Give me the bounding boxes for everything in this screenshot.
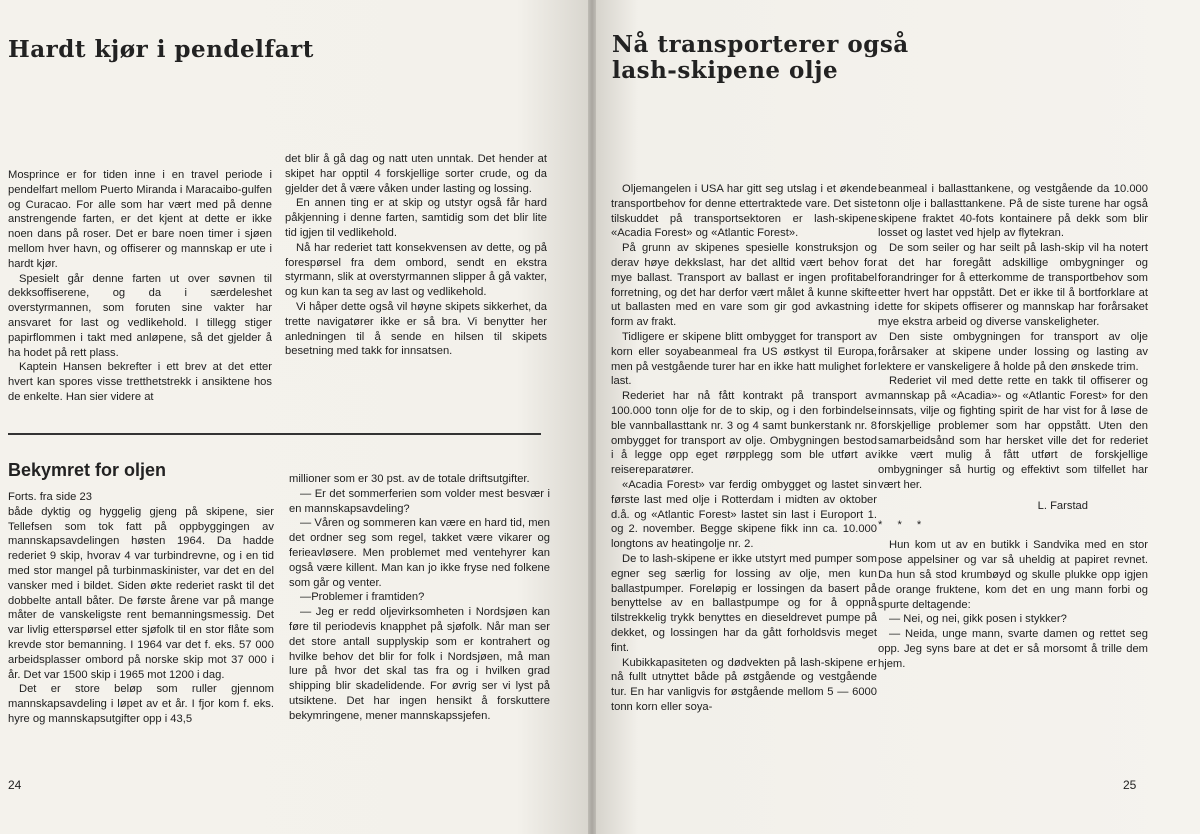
paragraph: — Er det sommerferien som volder mest besvær i en mannskapsavdeling? bbox=[289, 487, 550, 515]
paragraph: beanmeal i ballasttankene, og vestgående da 10.000 tonn olje i ballasttankene. På de siste turene har også skipene fraktet 40-fots kontainere på dekk som blir losset og lastet ved hjelp av flytekran. bbox=[878, 183, 1148, 240]
paragraph: —Problemer i framtiden? bbox=[300, 591, 425, 604]
paragraph: både dyktig og hyggelig gjeng på skipene, sier Tellefsen som tok fatt på oppbyggingen av mannskapsavdelingen høsten 1964. Da hadde rederiet 9 skip, hvorav 4 var turbindrevne, og i en tid med stor mangel på turbinmaskinister, var det en del vansker med i bildet. Siden økte rederiet raskt til det dobbelte antall båter. De første årene var på mange måter de vanskeligste rent bemanningsmessig. Det var livlig etterspørsel etter sjøfolk til en stor flåte som krevde stor bemanning. I 1964 var det f. eks. 57 000 arbeidsplasser ombord på norske skip mot 37 000 i år. Det var 1500 skip i 1965 mot 1200 i dag. bbox=[8, 505, 274, 681]
paragraph: Rederiet vil med dette rette en takk til offiserer og mannskap på «Acadia»- og «Atlantic Forest» for den innsats, vilje og fighting spirit de har vist for å løse de forskjellige problemer som har oppstått. Uten den samarbeidsånd som har hersket ville det for rederiet ikke vært mulig å fått utført de forskjellige ombygninger så hurtig og effektivt som tilfellet har vært her. bbox=[878, 375, 1148, 491]
article-column-1 bbox=[611, 182, 877, 796]
right-page bbox=[596, 0, 1200, 834]
paragraph: Mosprince er for tiden inne i en travel periode i pendelfart mellom Puerto Miranda i Maracaibo-gulfen og Curacao. For alle som har vært med på denne anstrengende farten, er det kjent at dette er ikke noen dans på roser. Det er bare noen timer i sjøen mellom hver havn, og offiserer og mannskap er ute i hardt kjør. bbox=[8, 169, 272, 270]
article-headline: Hardt kjør i pendelfart bbox=[8, 36, 314, 63]
paragraph: Nå har rederiet tatt konsekvensen av dette, og på forespørsel fra dem ombord, sendt en ekstra styrmann, slik at overstyrmannen slipper å gå vakter, og kun kan ta seg av last og vedlikehold. bbox=[285, 241, 547, 299]
paragraph: — Neida, unge mann, svarte damen og rettet seg opp. Jeg syns bare at det er så morsomt å trille dem hjem. bbox=[878, 628, 1148, 670]
paragraph: Kaptein Hansen bekrefter i ett brev at det etter hvert kan spores visse tretthetstrekk i ansiktene hos de enkelte. Han sier videre at bbox=[8, 361, 272, 403]
paragraph: Vi håper dette også vil høyne skipets sikkerhet, da trette navigatører ikke er så bra. Vi benytter her anledningen til å sende en hilsen til skipets besetning med takk for innsatsen. bbox=[285, 300, 547, 358]
section-separator: * * * bbox=[878, 518, 928, 531]
section-divider bbox=[8, 433, 541, 435]
article-column-2 bbox=[285, 152, 547, 422]
author-signature: L. Farstad bbox=[1037, 499, 1088, 512]
paragraph: På grunn av skipenes spesielle konstruksjon og derav høye dekkslast, har det alltid vært behov for mye ballast. Transport av ballast er ingen profitabel forretning, og det har derfor vært målet å kunne skifte ut ballasten med en vare som gir god avkastning i form av frakt. bbox=[611, 242, 877, 329]
article-column-2 bbox=[878, 182, 1148, 774]
paragraph: Oljemangelen i USA har gitt seg utslag i et økende transportbehov for denne ettertraktede vare. Det siste tilskuddet på transportsektoren er lash-skipene «Acadia Forest» og «Atlantic Forest». bbox=[611, 183, 877, 240]
paragraph: Spesielt går denne farten ut over søvnen til dekksoffiserene, og da i særdeleshet overstyrmannen, som foruten sine vakter har ansvaret for last og vedlikehold. I tillegg stiger papirflommen i takt med anløpene, så det gjelder å ha hodet på rett plass. bbox=[8, 272, 272, 359]
paragraph: Det er store beløp som ruller gjennom mannskapsavdeling i løpet av et år. I fjor kom f. eks. hyre og mannskapsutgifter opp i 43,5 bbox=[8, 683, 274, 725]
page-number: 24 bbox=[8, 778, 22, 792]
section-headline: Bekymret for oljen bbox=[8, 460, 167, 480]
paragraph: — Jeg er redd oljevirksomheten i Nordsjøen kan føre til periodevis knapphet på sjøfolk. Når man ser det store antall supplyskip som er kontrahert og hvilke behov det blir for folk i Nordsjøen, må man lure på hvor det skal tas fra og i hvilken grad shipping blir skadelidende. For øvrig ser vi lyst på utsiktene. Det har ingen hensikt å forskuttere bekymringene, mener mannskapssjefen. bbox=[289, 606, 550, 722]
paragraph: De to lash-skipene er ikke utstyrt med pumper som egner seg særlig for lossing av olje, men kun ballastpumper. Foreløpig er lossingen da basert på benyttelse av en ballastpumpe og for å oppnå tilstrekkelig trykk benyttes en dieseldrevet pumpe på dekket, og lossingen har da gått forholdsvis meget fint. bbox=[611, 552, 877, 654]
paragraph: De som seiler og har seilt på lash-skip vil ha notert at det har foregått adskillige ombygninger og forandringer for å etterkomme de transportbehov som etter hvert har oppstått. Det er ikke til å bortforklare at dette for skipets offiserer og mannskap har forårsaket mye ekstra arbeid og diverse vanskeligheter. bbox=[878, 242, 1148, 329]
paragraph: — Nei, og nei, gikk posen i stykker? bbox=[889, 613, 1067, 626]
article-column-3 bbox=[8, 490, 274, 766]
paragraph: Rederiet har nå fått kontrakt på transport av 100.000 tonn olje for de to skip, og i den forbindelse ble vannballasttank nr. 3 og 4 samt bunkerstank nr. 8 ombygget for transport av olje. Ombygningen bestod i å legge opp eget rørpplegg som ble utført av reisereparatører. bbox=[611, 390, 877, 477]
article-column-4 bbox=[289, 472, 550, 768]
paragraph: En annen ting er at skip og utstyr også får hard påkjenning i denne farten, samtidig som det blir lite tid igjen til vedlikehold. bbox=[285, 197, 547, 239]
article-column-1 bbox=[8, 168, 272, 432]
paragraph: Kubikkapasiteten og dødvekten på lash-skipene er nå fullt utnyttet både på østgående og vestgående tur. En har vanligvis for østgående mellom 5 — 6000 tonn korn eller soya- bbox=[611, 656, 877, 713]
continuation-note: Forts. fra side 23 bbox=[8, 491, 92, 503]
page-number: 25 bbox=[1123, 778, 1137, 792]
article-headline: Nå transporterer også lash-skipene olje bbox=[612, 31, 909, 84]
paragraph: Den siste ombygningen for transport av olje forårsaker at skipene under lossing og lasting av lektere er vanskeligere å holde på den ønskede trim. bbox=[878, 330, 1148, 373]
paragraph: — Våren og sommeren kan være en hard tid, men det ordner seg som regel, takket være vikarer og ferieavløsere. Men problemet med ventehyrer kan også være killent. Man kan jo ikke fryse ned folkene som går og venter. bbox=[289, 517, 550, 589]
paragraph: «Acadia Forest» var ferdig ombygget og lastet sin første last med olje i Rotterdam i midten av oktober d.å. og «Atlantic Forest» lastet sin last i Europort 1. og 2. november. Begge skipene fikk inn ca. 10.000 longtons av heatingolje nr. 2. bbox=[611, 478, 877, 551]
paragraph: millioner som er 30 pst. av de totale driftsutgifter. bbox=[289, 473, 530, 485]
paragraph: det blir å gå dag og natt uten unntak. Det hender at skipet har opptil 4 forskjellige sorter crude, og da gjelder det å være våken under lasting og lossing. bbox=[285, 153, 547, 195]
left-page bbox=[0, 0, 588, 834]
paragraph: Tidligere er skipene blitt ombygget for transport av korn eller soyabeanmeal fra US østkyst til Europa, men på vestgående turer har en ikke hatt mulighet for last. bbox=[611, 330, 877, 388]
paragraph: Hun kom ut av en butikk i Sandvika med en stor pose appelsiner og var så uheldig at papiret revnet. Da hun så stod krumbøyd og skulle plukke opp igjen de orange fruktene, kom det en ung mann forbi og spurte deltagende: bbox=[878, 539, 1148, 611]
